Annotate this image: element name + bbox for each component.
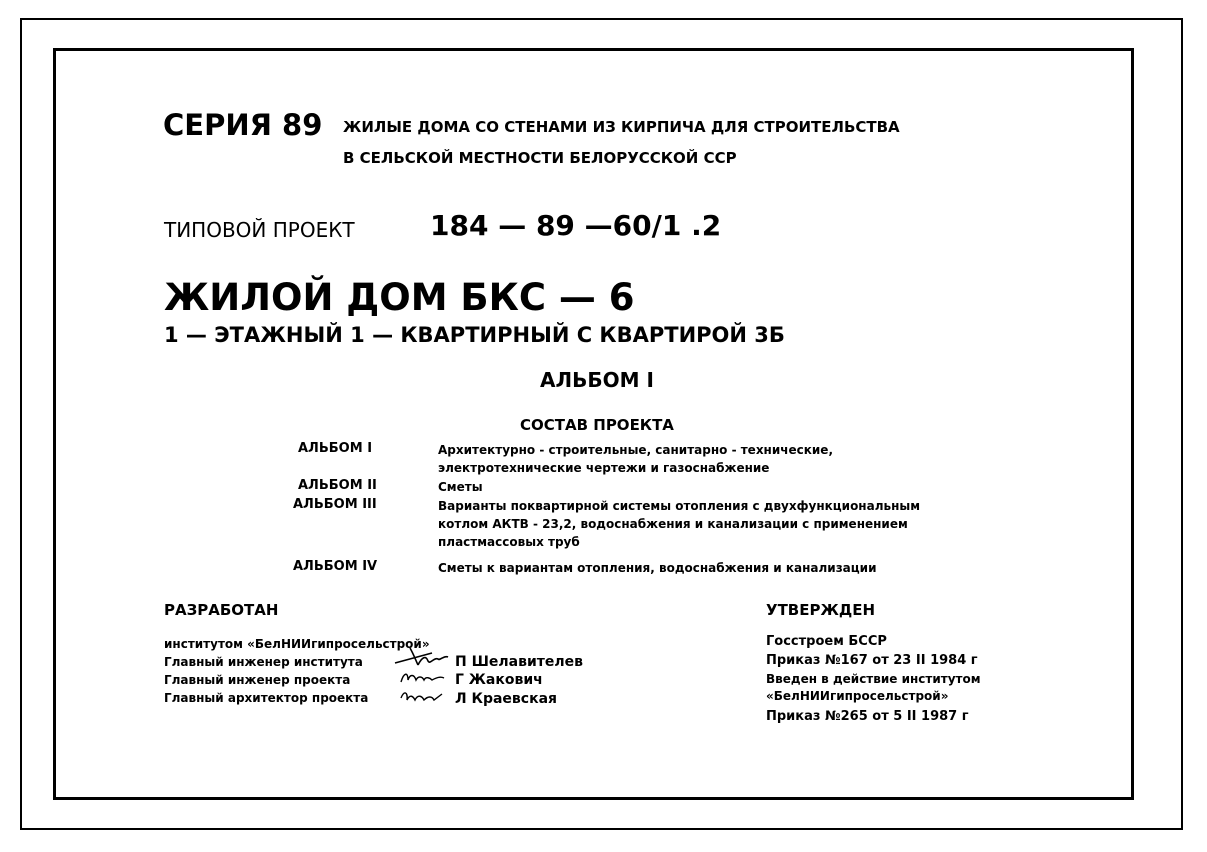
signature-2-icon xyxy=(398,668,448,688)
album-4-label: АЛЬБОМ IV xyxy=(293,559,378,574)
series-desc-line2: В СЕЛЬСКОЙ МЕСТНОСТИ БЕЛОРУССКОЙ ССР xyxy=(343,149,737,167)
project-number: 184 — 89 —60/1 .2 xyxy=(430,209,722,242)
approved-title: УТВЕРЖДЕН xyxy=(766,601,875,619)
composition-title: СОСТАВ ПРОЕКТА xyxy=(520,416,674,434)
person-1-name: П Шелавителев xyxy=(455,654,583,670)
approved-line-5: Приказ №265 от 5 II 1987 г xyxy=(766,709,969,724)
project-label: ТИПОВОЙ ПРОЕКТ xyxy=(164,218,355,242)
person-3-role: Главный архитектор проекта xyxy=(164,691,369,705)
album-2-label: АЛЬБОМ II xyxy=(298,478,377,493)
album-2-line-1: Сметы xyxy=(438,480,483,494)
developed-title: РАЗРАБОТАН xyxy=(164,601,279,619)
series-label: СЕРИЯ 89 xyxy=(163,108,323,142)
person-1-role: Главный инженер института xyxy=(164,655,363,669)
album-1-line-2: электротехнические чертежи и газоснабжение xyxy=(438,461,770,475)
album-title: АЛЬБОМ I xyxy=(540,368,654,392)
approved-line-3: Введен в действие институтом xyxy=(766,672,981,686)
approved-line-4: «БелНИИгипросельстрой» xyxy=(766,689,949,703)
developed-institute: институтом «БелНИИгипросельстрой» xyxy=(164,637,430,651)
signature-1-icon xyxy=(392,645,452,669)
approved-line-2: Приказ №167 от 23 II 1984 г xyxy=(766,653,978,668)
approved-line-1: Госстроем БССР xyxy=(766,634,887,649)
person-3-name: Л Краевская xyxy=(455,691,558,707)
series-desc-line1: ЖИЛЫЕ ДОМА СО СТЕНАМИ ИЗ КИРПИЧА ДЛЯ СТРОИТЕЛЬСТВА xyxy=(343,118,900,136)
house-title: ЖИЛОЙ ДОМ БКС — 6 xyxy=(164,276,635,319)
signature-3-icon xyxy=(398,688,446,708)
album-3-label: АЛЬБОМ III xyxy=(293,497,377,512)
album-3-line-2: котлом АКТВ - 23,2, водоснабжения и канализации с применением xyxy=(438,517,908,531)
album-1-line-1: Архитектурно - строительные, санитарно - технические, xyxy=(438,443,833,457)
person-2-name: Г Жакович xyxy=(455,672,543,688)
album-4-line-1: Сметы к вариантам отопления, водоснабжения и канализации xyxy=(438,561,877,575)
person-2-role: Главный инженер проекта xyxy=(164,673,351,687)
album-1-label: АЛЬБОМ I xyxy=(298,441,373,456)
album-3-line-1: Варианты поквартирной системы отопления с двухфункциональным xyxy=(438,499,921,513)
album-3-line-3: пластмассовых труб xyxy=(438,535,580,549)
house-subtitle: 1 — ЭТАЖНЫЙ 1 — КВАРТИРНЫЙ С КВАРТИРОЙ 3Б xyxy=(164,323,785,347)
